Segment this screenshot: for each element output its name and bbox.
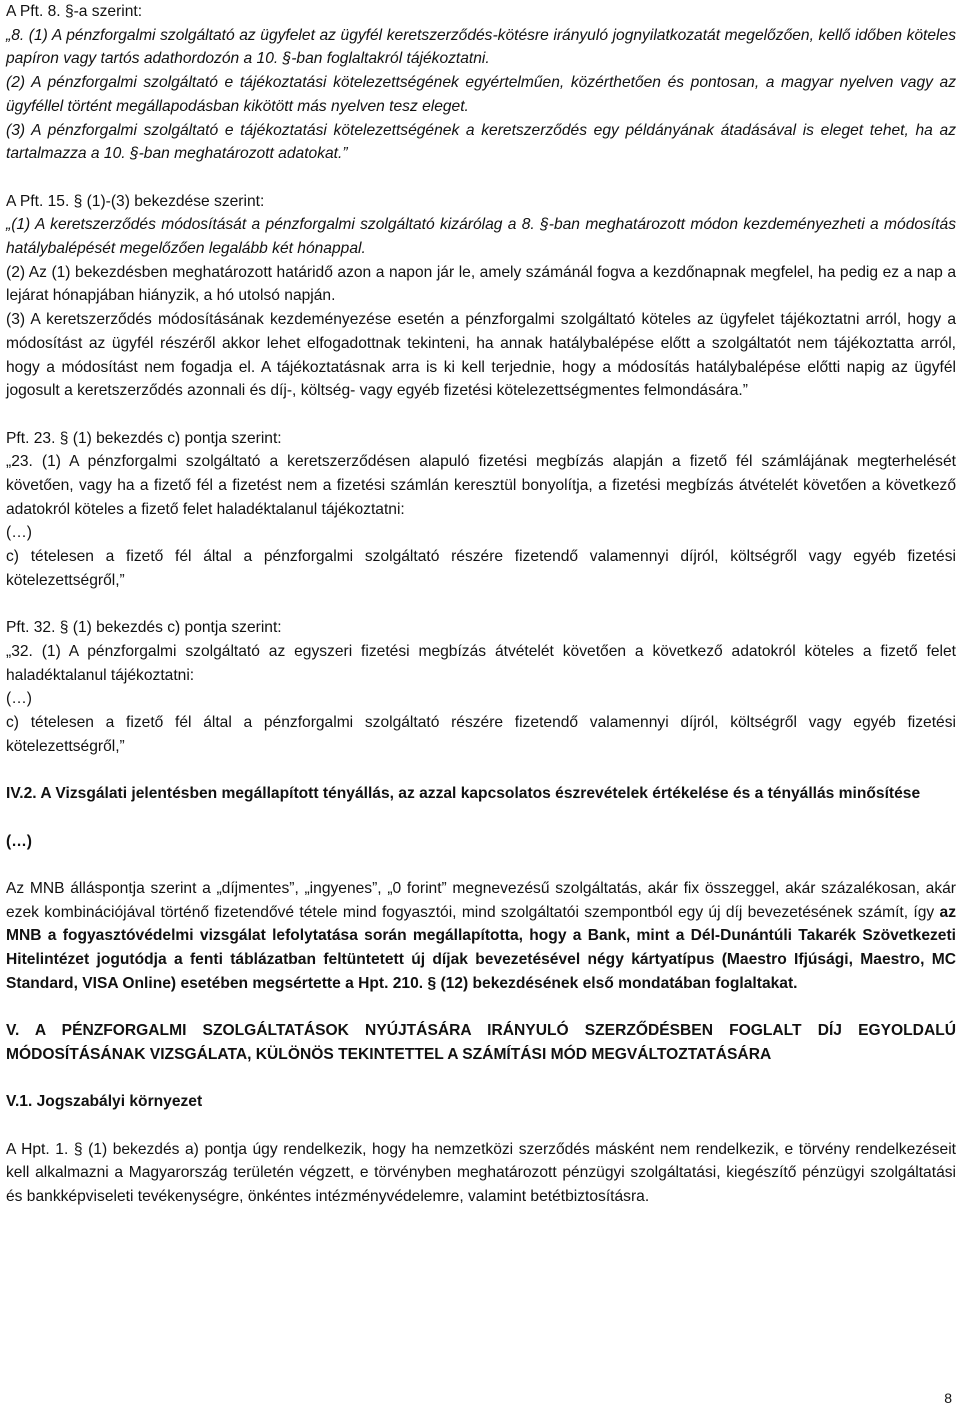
document-page <box>6 0 956 1209</box>
page-number: 8 <box>944 1390 952 1406</box>
quote-paragraph: (3) A pénzforgalmi szolgáltató e tájékoztatási kötelezettségének a keretszerződés egy példányának átadásával is eleget tehet, ha az tartalmazza a 10. §-ban meghatározott adatokat.” <box>6 121 956 163</box>
spacer <box>6 853 956 877</box>
section-intro-pft23: Pft. 23. § (1) bekezdés c) pontja szerint: <box>6 429 282 447</box>
body-paragraph <box>6 877 956 996</box>
quote-paragraph: (3) A keretszerződés módosításának kezdeményezése esetén a pénzforgalmi szolgáltató köteles az ügyfelet tájékoztatni arról, hogy a módosítást az ügyfél részéről akkor lehet elfogadottnak tekinteni, ha annak hatálybalépése előtt a szolgáltatót nem tájékoztatta arról, hogy a módosítást nem fogadja el. A tájékoztatásnak arra is ki kell terjednie, hogy a módosítás hatálybalépése előtti napig az ügyfél jogosult a keretszerződés azonnali és díj-, költség- vagy egyéb fizetési kötelezettségmentes felmondására.” <box>6 311 956 400</box>
spacer <box>6 806 956 830</box>
quote-paragraph: „23. (1) A pénzforgalmi szolgáltató a keretszerződésen alapuló fizetési megbízás alapján a fizető fél számlájának megterhelését követően, vagy ha a fizető fél a fizetést nem a fizetési számlán keresztül bonyolítja, a fizetési megbízás átvételét követően a következő adatokról köteles a fizető felet haladéktalanul tájékoztatni: <box>6 453 956 518</box>
section-intro-pft32: Pft. 32. § (1) bekezdés c) pontja szerint: <box>6 619 282 637</box>
spacer <box>6 166 956 190</box>
section-intro-pft8: A Pft. 8. §-a szerint: <box>6 3 143 20</box>
section-heading-iv2: IV.2. A Vizsgálati jelentésben megállapított tényállás, az azzal kapcsolatos észrevételek értékelése és a tényállás minősítése <box>6 785 921 803</box>
ellipsis: (…) <box>6 690 32 708</box>
spacer <box>6 758 956 782</box>
section-heading-v: V. A PÉNZFORGALMI SZOLGÁLTATÁSOK NYÚJTÁSÁRA IRÁNYULÓ SZERZŐDÉSBEN FOGLALT DÍJ EGYOLDALÚ MÓDOSÍTÁSÁNAK VIZSGÁLATA, KÜLÖNÖS TEKINTETTEL A SZÁMÍTÁSI MÓD MEGVÁLTOZTATÁSÁRA <box>6 1022 956 1063</box>
paragraph-text: Az MNB álláspontja szerint a „díjmentes”, „ingyenes”, „0 forint” megnevezésű szolgáltatás, akár fix összeggel, akár százalékosan, akár ezek kombinációjával történő fizetendővé tétele mind fogyasztói, mind szolgáltatói szempontból egy új díj bevezetésének számít, így <box>6 879 956 921</box>
spacer <box>6 1114 956 1138</box>
quote-paragraph: c) tételesen a fizető fél által a pénzforgalmi szolgáltató részére fizetendő valamennyi díjról, költségről vagy egyéb fizetési kötelezettségről,” <box>6 714 956 755</box>
quote-paragraph: „(1) A keretszerződés módosítását a pénzforgalmi szolgáltató kizárólag a 8. §-ban meghatározott módon kezdeményezheti a módosítás hatálybalépését megelőzően legalább két hónappal. <box>6 216 956 258</box>
quote-paragraph: „32. (1) A pénzforgalmi szolgáltató az egyszeri fizetési megbízás átvételét követően a következő adatokról köteles a fizető felet haladéktalanul tájékoztatni: <box>6 642 956 684</box>
ellipsis: (…) <box>6 524 32 542</box>
quote-paragraph: c) tételesen a fizető fél által a pénzforgalmi szolgáltató részére fizetendő valamennyi díjról, költségről vagy egyéb fizetési kötelezettségről,” <box>6 548 956 589</box>
subsection-heading-v1: V.1. Jogszabályi környezet <box>6 1093 203 1111</box>
quote-paragraph: „8. (1) A pénzforgalmi szolgáltató az ügyfelet az ügyfél keretszerződés-kötésre irányuló jognyilatkozatát megelőzően, kellő időben köteles papíron vagy tartós adathordozón a 10. §-ban foglaltakról tájékoztatni. <box>6 26 956 68</box>
spacer <box>6 403 956 427</box>
quote-paragraph: (2) A pénzforgalmi szolgáltató e tájékoztatási kötelezettségének egyértelműen, közérthetően és pontosan, a magyar nyelven vagy az ügyféllel történt megállapodásban kikötött más nyelven tesz eleget. <box>6 74 956 115</box>
body-paragraph: A Hpt. 1. § (1) bekezdés a) pontja úgy rendelkezik, hogy ha nemzetközi szerződés másként nem rendelkezik, e törvény rendelkezéseit kell alkalmazni a Magyarország területén végzett, e törvényben meghatározott pénzügyi szolgáltatási, kiegészítő pénzügyi szolgáltatási és bankképviseleti tevékenységre, önkéntes intézményvédelemre, valamint betétbiztosításra. <box>6 1140 956 1206</box>
spacer <box>6 995 956 1019</box>
quote-paragraph: (2) Az (1) bekezdésben meghatározott határidő azon a napon jár le, amely számánál fogva a kezdőnapnak megfelel, ha pedig ez a nap a lejárat hónapjában hiányzik, a hó utolsó napján. <box>6 263 956 305</box>
paragraph-bold-text: az MNB a fogyasztóvédelmi vizsgálat lefolytatása során megállapította, hogy a Bank, mint a Dél-Dunántúli Takarék Szövetkezeti Hitelintézet jogutódja a fenti táblázatban feltüntetett új díjak bevezetésével négy kártyatípus (Maestro Ifjúsági, Maestro, MC Standard, VISA Online) esetében megsértette a Hpt. 210. § (12) bekezdésének első mondatában foglaltakat. <box>6 903 956 992</box>
section-intro-pft15: A Pft. 15. § (1)-(3) bekezdése szerint: <box>6 192 265 210</box>
spacer <box>6 593 956 617</box>
ellipsis: (…) <box>6 832 32 850</box>
spacer <box>6 1067 956 1091</box>
